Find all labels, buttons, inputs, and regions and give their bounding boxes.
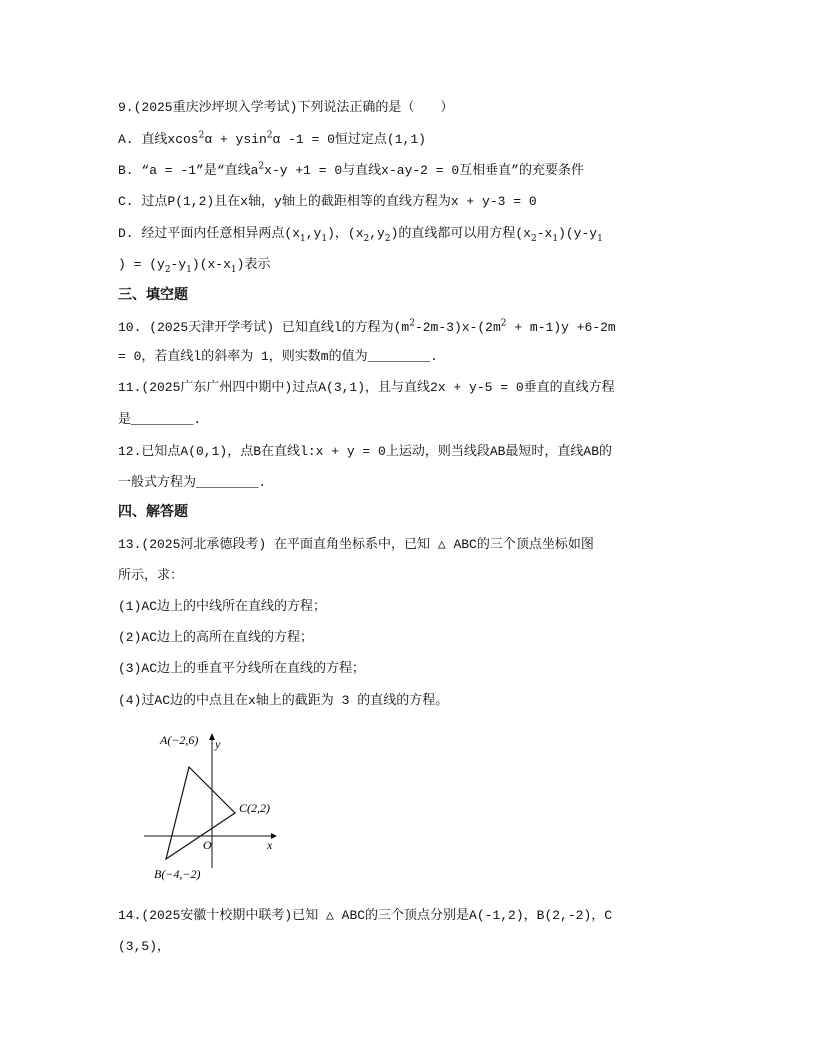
q13-subquestion-3: (3)AC边上的垂直平分线所在直线的方程； xyxy=(118,661,366,676)
triangle-abc xyxy=(166,767,235,859)
section-answer-heading: 四、解答题 xyxy=(118,504,188,520)
point-a-label: A(−2,6) xyxy=(160,733,199,747)
x-axis-label: x xyxy=(267,838,273,852)
q9-stem: 9.(2025重庆沙坪坝入学考试)下列说法正确的是（ ） xyxy=(118,100,454,115)
q9-option-b: B. “a = -1”是“直线$a^2x-y +1 = 0$与直线x-ay-2 = 0互相垂直”的充要条件 xyxy=(118,161,584,178)
q9-option-d-line1: D. 经过平面内任意相异两点$(x_1,y_1)$，$(x_2,y_2)$的直线都可以用方程$(x_2-x_1)(y-y_1$ xyxy=(118,226,603,244)
q9-option-d-line2: ) = $(y_2-y_1)(x-x_1)$表示 xyxy=(118,257,271,275)
q13-subquestion-4: (4)过AC边的中点且在x轴上的截距为 3 的直线的方程。 xyxy=(118,693,449,708)
q13-line1: 13.(2025河北承德段考) 在平面直角坐标系中，已知 △ ABC的三个顶点坐标如图 xyxy=(118,537,594,552)
q12-line1: 12.已知点A(0,1)，点B在直线l:x + y = 0上运动，则当线段AB最短时，直线AB的 xyxy=(118,444,613,459)
q14-line2: (3,5)， xyxy=(118,939,171,954)
q10-line2: = 0，若直线l的斜率为 1，则实数m的值为________. xyxy=(118,349,438,364)
section-fill-in-heading: 三、填空题 xyxy=(118,287,188,303)
q13-subquestion-1: (1)AC边上的中线所在直线的方程； xyxy=(118,599,327,614)
q11-line1: 11.(2025广东广州四中期中)过点A(3,1)，且与直线2x + y-5 = 0垂直的直线方程 xyxy=(118,380,615,395)
q9-option-a: A. 直线xcos$^2$α + ysin$^2$α -1 = 0恒过定点(1,1) xyxy=(118,130,426,147)
q11-line2: 是________. xyxy=(118,412,202,427)
q9-option-c: C. 过点P(1,2)且在x轴，y轴上的截距相等的直线方程为x + y-3 = 0 xyxy=(118,194,537,209)
point-b-label: B(−4,−2) xyxy=(154,867,201,881)
q13-subquestion-2: (2)AC边上的高所在直线的方程； xyxy=(118,630,314,645)
q14-line1: 14.(2025安徽十校期中联考)已知 △ ABC的三个顶点分别是A(-1,2)，B(2,-2)，C xyxy=(118,908,613,923)
origin-label: O xyxy=(203,838,212,852)
q10-line1: 10. (2025天津开学考试) 已知直线l的方程为$(m^2-2m-3)x-(2m^2 + m-1)y +6-2m$ xyxy=(118,318,616,335)
triangle-coordinate-figure xyxy=(140,728,280,888)
y-axis-label: y xyxy=(215,737,221,751)
point-c-label: C(2,2) xyxy=(239,801,270,815)
q12-line2: 一般式方程为________. xyxy=(118,475,267,490)
q13-line2: 所示，求： xyxy=(118,568,184,583)
